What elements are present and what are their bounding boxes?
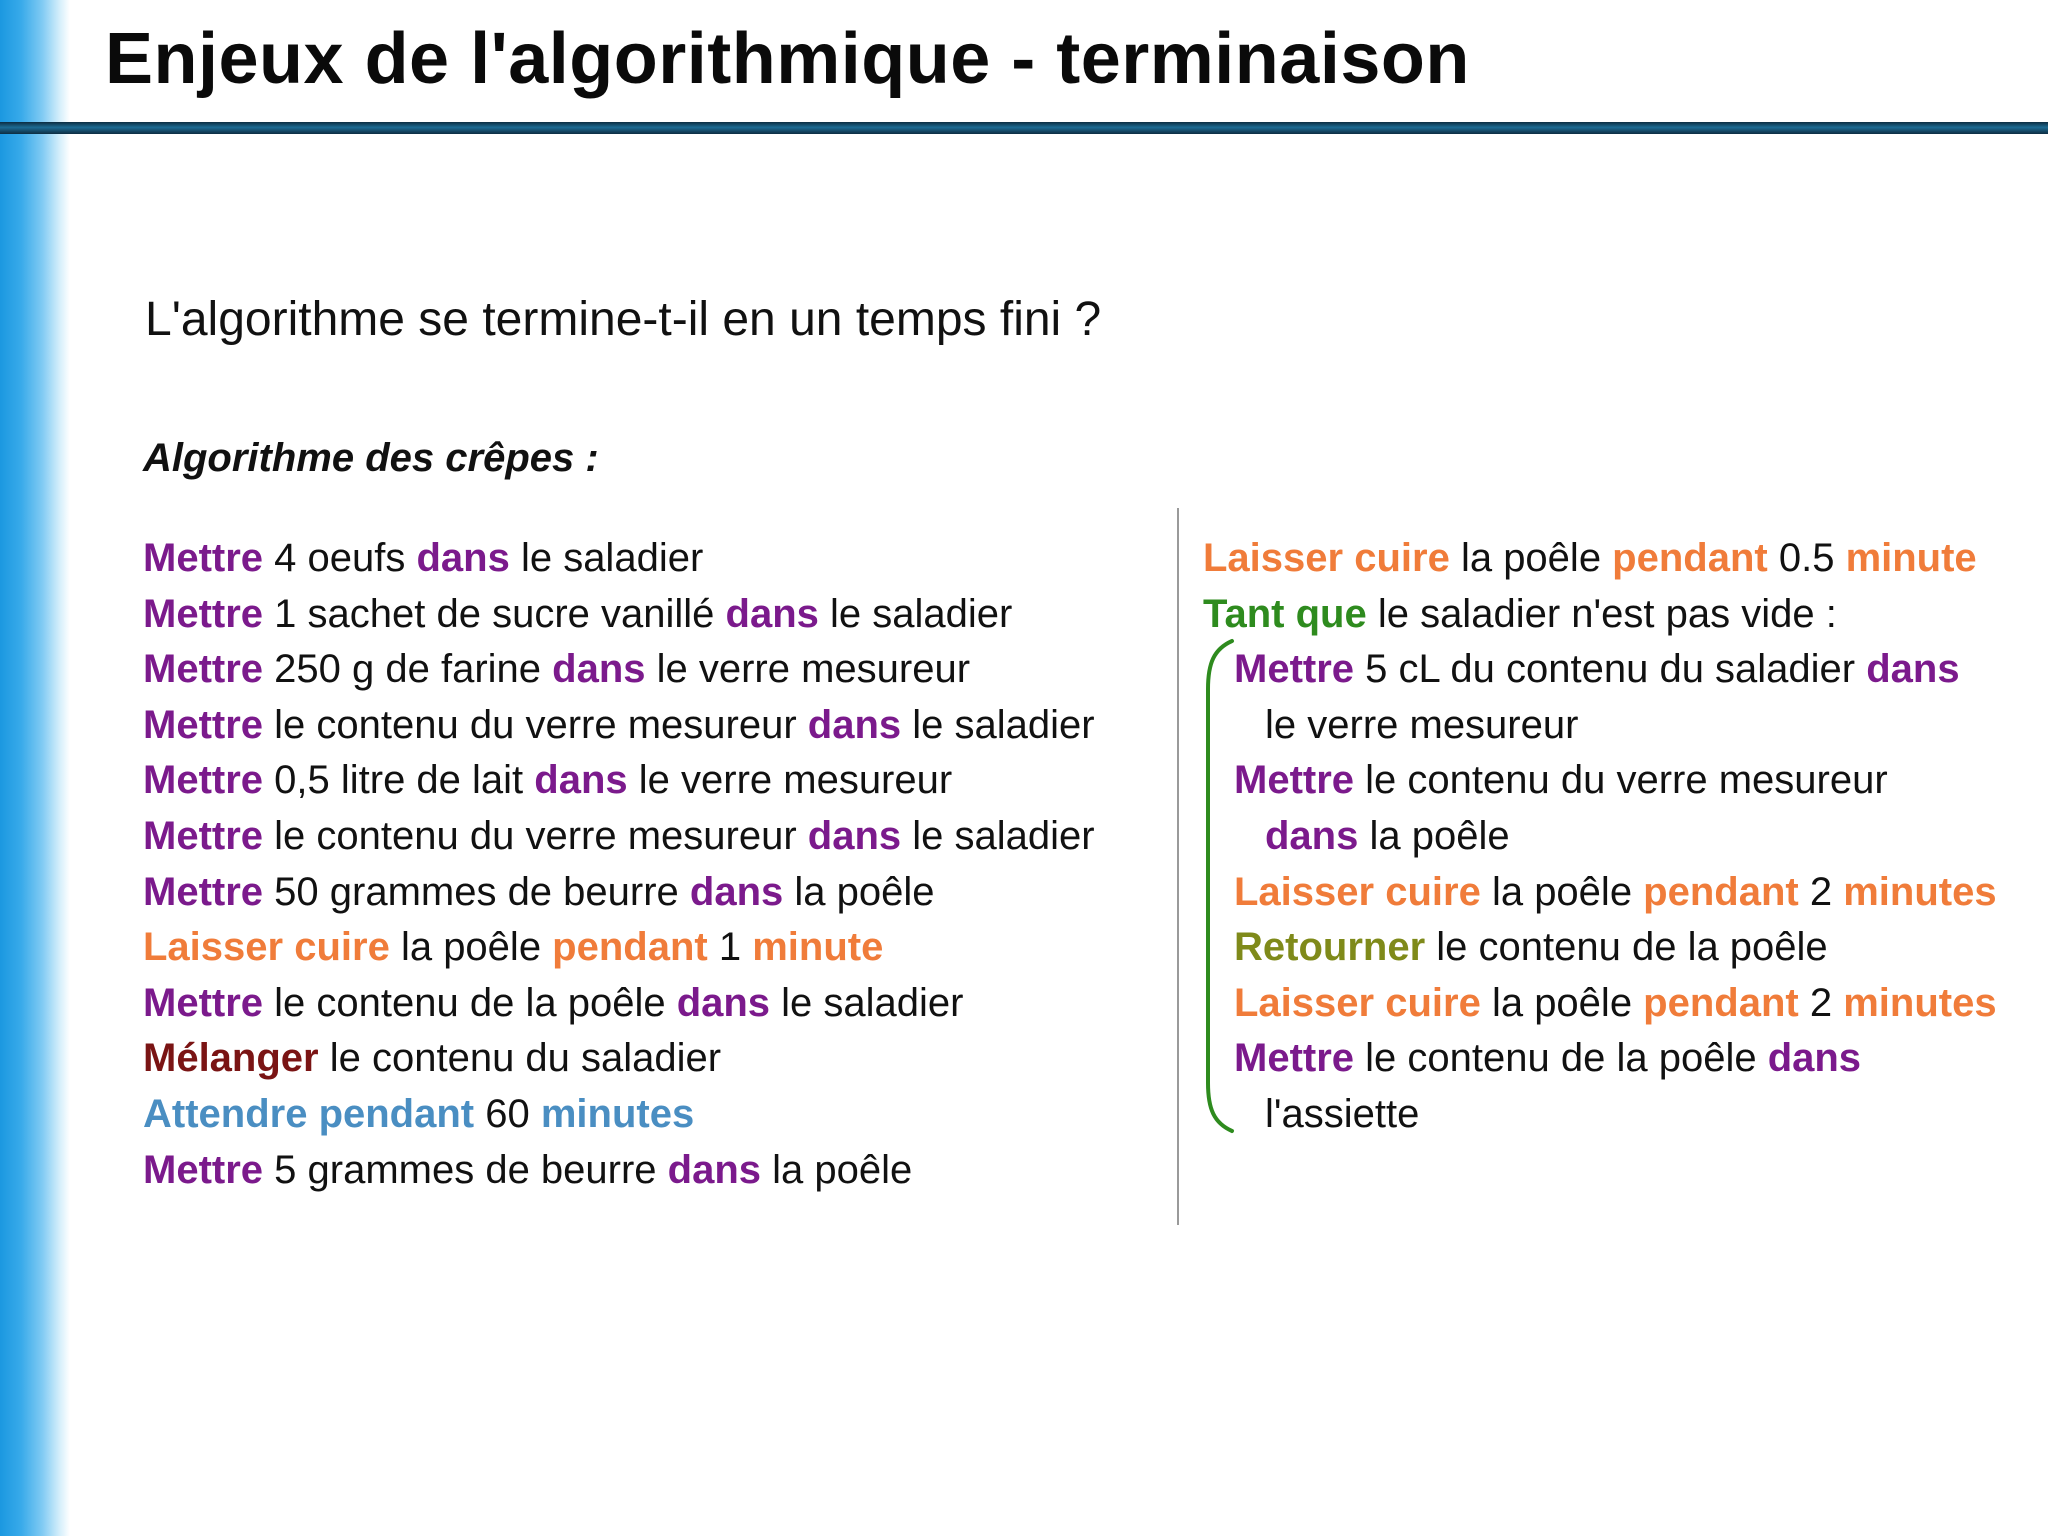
keyword-mettre: Mettre <box>143 536 264 580</box>
instruction-text: l'assiette <box>1265 1091 1420 1136</box>
keyword-mettre: dans <box>1866 647 1960 692</box>
keyword-laisser-cuire: minute <box>752 925 884 970</box>
instruction-text: la poêle <box>1480 869 1644 914</box>
instruction-text: le contenu de la poêle <box>263 980 677 1025</box>
instruction-text: le verre mesureur <box>645 647 971 692</box>
instruction-text: le contenu du verre mesureur <box>1354 758 1888 803</box>
instruction-text: le contenu du saladier <box>318 1036 722 1081</box>
keyword-mettre: dans <box>725 591 819 636</box>
keyword-attendre: minutes <box>540 1091 695 1136</box>
left-instruction-line <box>143 1087 1095 1143</box>
instruction-text: 2 <box>1798 980 1844 1025</box>
instruction-text: le saladier <box>818 591 1013 636</box>
keyword-laisser-cuire: minute <box>1845 536 1977 580</box>
keyword-tant-que: Tant que <box>1203 591 1367 636</box>
instruction-text: 1 <box>707 925 753 970</box>
keyword-mettre: dans <box>534 758 628 803</box>
title-underline <box>0 122 2048 134</box>
left-instruction-line <box>143 1031 1095 1087</box>
keyword-mettre: Mettre <box>1234 758 1355 803</box>
keyword-laisser-cuire: Laisser cuire <box>143 925 390 970</box>
keyword-laisser-cuire: Laisser cuire <box>1234 869 1481 914</box>
left-instruction-line <box>143 698 1095 754</box>
keyword-mettre: Mettre <box>143 869 264 914</box>
keyword-laisser-cuire: Laisser cuire <box>1203 536 1450 580</box>
keyword-mettre: Mettre <box>1234 1036 1355 1081</box>
keyword-mettre: dans <box>667 1147 762 1192</box>
keyword-mettre: dans <box>689 869 784 914</box>
keyword-mettre: Mettre <box>143 813 264 858</box>
instruction-text: le contenu du verre mesureur <box>263 813 808 858</box>
keyword-mettre: Mettre <box>143 702 264 747</box>
left-gradient-bar <box>0 0 70 1536</box>
left-instruction-line <box>143 531 1095 587</box>
right-instruction-line <box>1265 1087 1997 1143</box>
keyword-mettre: dans <box>807 813 902 858</box>
left-instruction-line <box>143 1143 1095 1199</box>
keyword-mettre: dans <box>1265 813 1359 858</box>
instruction-text: la poêle <box>1358 813 1510 858</box>
algorithm-right-column <box>1203 531 1997 1143</box>
keyword-mettre: dans <box>676 980 771 1025</box>
right-instruction-line <box>1234 920 1997 976</box>
keyword-mettre: Mettre <box>143 647 264 692</box>
right-instruction-line <box>1234 642 1997 698</box>
keyword-mettre: Mettre <box>143 591 264 636</box>
keyword-mettre: Mettre <box>1234 647 1355 692</box>
right-instruction-line <box>1265 809 1997 865</box>
keyword-laisser-cuire: minutes <box>1843 980 1997 1025</box>
keyword-mettre: dans <box>416 536 510 580</box>
right-instruction-line <box>1234 865 1997 921</box>
instruction-text: 5 grammes de beurre <box>263 1147 668 1192</box>
instruction-text: la poêle <box>389 925 553 970</box>
instruction-text: le saladier <box>770 980 964 1025</box>
keyword-mettre: dans <box>1767 1036 1862 1081</box>
instruction-text: 250 g de farine <box>263 647 553 692</box>
keyword-mettre: Mettre <box>143 758 264 803</box>
slide-title: Enjeux de l'algorithmique - terminaison <box>105 19 1470 99</box>
instruction-text: 1 sachet de sucre vanillé <box>263 591 726 636</box>
column-divider <box>1177 508 1179 1225</box>
instruction-text: 4 oeufs <box>263 536 417 580</box>
instruction-text: le saladier <box>509 536 704 580</box>
right-instruction-line <box>1203 531 1997 587</box>
keyword-retourner: Retourner <box>1234 925 1426 970</box>
right-instruction-line <box>1265 698 1997 754</box>
instruction-text: la poêle <box>1449 536 1613 580</box>
instruction-text: 0.5 <box>1767 536 1846 580</box>
instruction-text: le contenu de la poêle <box>1425 925 1828 970</box>
left-instruction-line <box>143 865 1095 921</box>
right-instruction-line <box>1234 753 1997 809</box>
left-instruction-line <box>143 920 1095 976</box>
instruction-text: 0,5 litre de lait <box>263 758 535 803</box>
keyword-laisser-cuire: minutes <box>1843 869 1997 914</box>
instruction-text: 5 cL du contenu du saladier <box>1354 647 1867 692</box>
algorithm-subtitle: Algorithme des crêpes : <box>143 436 599 480</box>
left-instruction-line <box>143 642 1095 698</box>
instruction-text: la poêle <box>1480 980 1644 1025</box>
keyword-mettre: Mettre <box>143 1147 264 1192</box>
left-instruction-line <box>143 976 1095 1032</box>
left-instruction-line <box>143 809 1095 865</box>
keyword-mettre: dans <box>807 702 902 747</box>
instruction-text: le saladier n'est pas vide : <box>1366 591 1837 636</box>
keyword-mettre: Mettre <box>143 980 264 1025</box>
left-instruction-line <box>143 753 1095 809</box>
instruction-text: la poêle <box>761 1147 913 1192</box>
instruction-text: le saladier <box>901 702 1095 747</box>
left-instruction-line <box>143 587 1095 643</box>
instruction-text: 2 <box>1798 869 1844 914</box>
instruction-text: la poêle <box>783 869 935 914</box>
keyword-laisser-cuire: pendant <box>552 925 708 970</box>
instruction-text: le verre mesureur <box>627 758 953 803</box>
right-instruction-line <box>1234 976 1997 1032</box>
keyword-laisser-cuire: Laisser cuire <box>1234 980 1481 1025</box>
algorithm-left-column <box>143 531 1095 1198</box>
instruction-text: le saladier <box>901 813 1095 858</box>
keyword-melanger: Mélanger <box>143 1036 319 1081</box>
keyword-laisser-cuire: pendant <box>1643 980 1799 1025</box>
instruction-text: 60 <box>474 1091 541 1136</box>
keyword-laisser-cuire: pendant <box>1612 536 1768 580</box>
keyword-attendre: Attendre pendant <box>143 1091 475 1136</box>
question-text: L'algorithme se termine-t-il en un temps fini ? <box>145 293 1102 346</box>
instruction-text: le verre mesureur <box>1265 702 1579 747</box>
instruction-text: 50 grammes de beurre <box>263 869 690 914</box>
instruction-text: le contenu de la poêle <box>1354 1036 1768 1081</box>
right-instruction-line <box>1234 1031 1997 1087</box>
right-instruction-line <box>1203 587 1997 643</box>
keyword-mettre: dans <box>552 647 646 692</box>
instruction-text: le contenu du verre mesureur <box>263 702 808 747</box>
keyword-laisser-cuire: pendant <box>1643 869 1799 914</box>
